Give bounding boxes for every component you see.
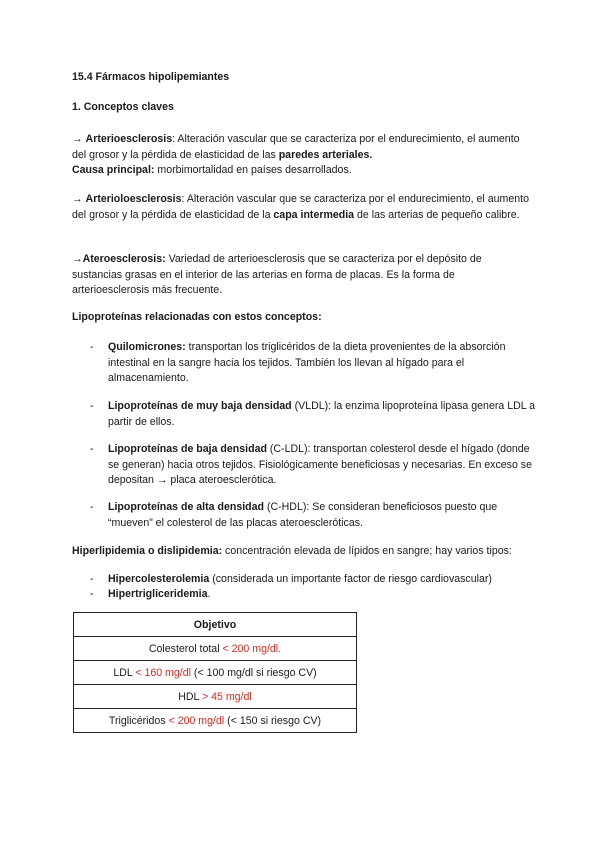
cell-target: > 45 mg/dl [201, 690, 252, 703]
cause-label: Causa principal: [72, 164, 155, 176]
table-cell [74, 661, 357, 685]
ateroesclerosis-paragraph [72, 252, 530, 299]
ateroesclerosis-term: Ateroesclerosis: [82, 253, 166, 265]
arrow-icon: → [72, 133, 83, 145]
list-item [90, 399, 536, 431]
arterioesclerosis-bold: paredes arteriales. [278, 148, 373, 161]
targets-table [73, 612, 357, 733]
ateroesclerosis-definition: Variedad de arterioesclerosis que se caracteriza por el depósito de sustancias grasas en el interior de las arterias en forma de placas. Es la forma de arterioesclerosis más frecuente. [72, 253, 482, 296]
arterioloesclerosis-bold: capa intermedia [273, 208, 355, 221]
cell-note: (< 150 si riesgo CV) [224, 714, 322, 727]
lipoprotein-term: Lipoproteínas de alta densidad [108, 501, 264, 513]
table-row [74, 661, 357, 685]
list-item [90, 587, 530, 603]
lipoproteins-heading: Lipoproteínas relacionadas con estos conceptos: [72, 311, 322, 323]
section-title: 15.4 Fármacos hipolipemiantes [72, 71, 230, 83]
lipoprotein-desc: (VLDL): la enzima lipoproteína lipasa genera LDL a partir de ellos. [108, 400, 536, 428]
lipoprotein-term: Lipoproteínas de muy baja densidad [108, 400, 292, 412]
lipoprotein-text [108, 340, 538, 387]
cell-label: LDL [113, 666, 136, 679]
hyperlipidemia-paragraph [72, 544, 530, 560]
cell-target: < 160 mg/dl [135, 666, 191, 679]
arterioloesclerosis-term: Arterioloesclerosis [85, 193, 182, 205]
cell-label: Colesterol total [148, 642, 223, 655]
arterioloesclerosis-definition-end: de las arterias de pequeño calibre. [354, 208, 520, 221]
arrow-icon: → [72, 253, 83, 265]
dash-bullet: - [90, 573, 94, 585]
cell-label: Triglicéridos [108, 714, 169, 727]
hyperlipidemia-type-desc: . [207, 588, 211, 600]
table-row [74, 709, 357, 733]
lipoprotein-desc: transportan los triglicéridos de la dieta provenientes de la absorción intestinal en la sangre hacia los tejidos. También los llevan al hígado para el almacenamiento. [108, 341, 506, 384]
table-header: Objetivo [74, 613, 357, 637]
table-row [74, 685, 357, 709]
cell-target: < 200 mg/dl. [222, 642, 282, 655]
arterioesclerosis-definition: : Alteración vascular que se caracteriza por el endurecimiento, el aumento del grosor y la pérdida de elasticidad de las [72, 133, 520, 161]
hyperlipidemia-type-term: Hipertrigliceridemia [108, 588, 208, 600]
arrow-icon: → [72, 193, 83, 205]
cell-target: < 200 mg/dl [168, 714, 225, 727]
dash-bullet: - [90, 501, 94, 513]
lipoprotein-text [108, 500, 538, 531]
hyperlipidemia-desc: concentración elevada de lípidos en sangre; hay varios tipos: [222, 545, 512, 557]
lipoprotein-desc: (C-LDL): transportan colesterol desde el hígado (donde se generan) hacia otros tejidos. Fisiológicamente beneficiosas y necesarias. En exceso se depositan → placa ateroesclerótica. [108, 443, 532, 486]
cell-note: (< 100 mg/dl si riesgo CV) [190, 666, 317, 679]
lipoprotein-text [108, 442, 538, 489]
table-cell [74, 685, 357, 709]
dash-bullet: - [90, 400, 94, 412]
cause-text: morbimortalidad en países desarrollados. [154, 164, 352, 176]
arterioesclerosis-term: Arterioesclerosis [85, 133, 173, 145]
list-item [90, 340, 530, 388]
table-cell [74, 709, 357, 733]
hyperlipidemia-type-desc: (considerada un importante factor de riesgo cardiovascular) [209, 573, 492, 585]
dash-bullet: - [90, 341, 94, 353]
hyperlipidemia-type-term: Hipercolesterolemia [108, 573, 210, 585]
hyperlipidemia-type [108, 587, 538, 603]
lipoprotein-term: Lipoproteínas de baja densidad [108, 443, 267, 455]
list-item [90, 572, 530, 588]
arterioloesclerosis-definition: : Alteración vascular que se caracteriza por el endurecimiento, el aumento del grosor y la pérdida de elasticidad de la [72, 193, 529, 221]
list-item [90, 500, 530, 532]
lipoprotein-text [108, 399, 538, 430]
table-header-row [74, 613, 357, 637]
table-row [74, 637, 357, 661]
lipoprotein-desc: (C-HDL): Se consideran beneficiosos puesto que “mueven” el colesterol de las placas ateroescleróticas. [108, 501, 498, 529]
hyperlipidemia-type [108, 572, 538, 588]
dash-bullet: - [90, 588, 94, 600]
hyperlipidemia-term: Hiperlipidemia o dislipidemia: [72, 545, 223, 557]
list-item [90, 442, 530, 490]
arterioloesclerosis-paragraph [72, 192, 530, 223]
arterioesclerosis-paragraph [72, 132, 530, 179]
subtitle: 1. Conceptos claves [72, 101, 174, 113]
table-cell [74, 637, 357, 661]
dash-bullet: - [90, 443, 94, 455]
lipoprotein-term: Quilomicrones: [108, 341, 186, 353]
cell-label: HDL [178, 690, 202, 703]
